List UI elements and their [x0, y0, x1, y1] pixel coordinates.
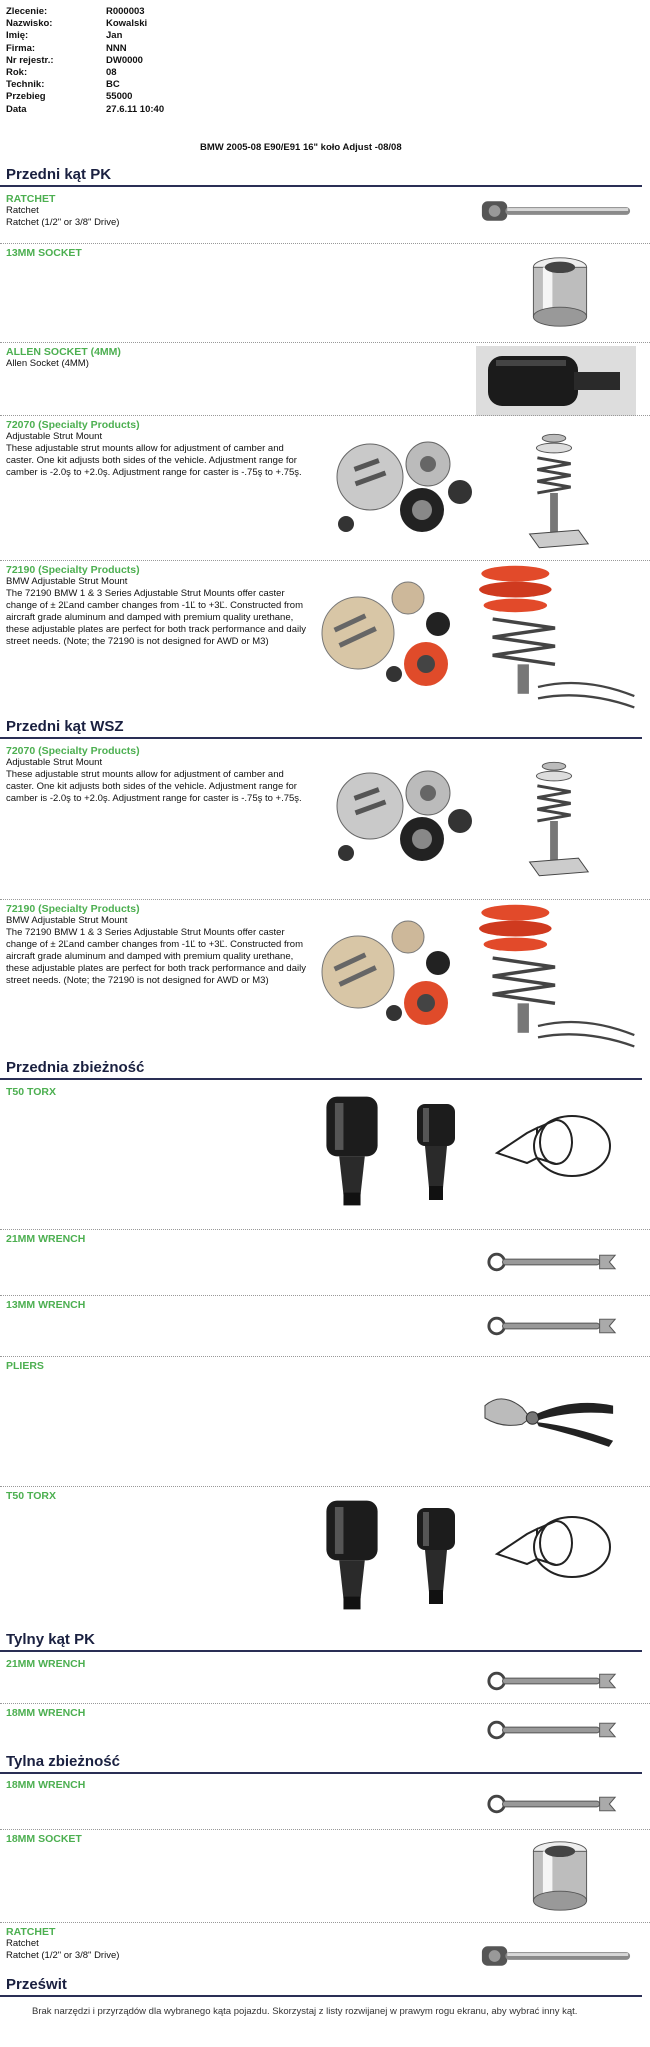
- section-rear-caster: [0, 1630, 650, 1652]
- tool-name: 13MM WRENCH: [6, 1299, 86, 1311]
- torx-bit-small-icon: [410, 1098, 462, 1208]
- section-divider: [0, 1078, 642, 1080]
- order-key: Zlecenie:: [6, 6, 48, 17]
- torx-bit-small-icon: [410, 1502, 462, 1612]
- order-row: [6, 30, 164, 42]
- order-value: NNN: [106, 42, 127, 54]
- tool-name: RATCHET: [6, 1926, 56, 1938]
- tool-name: T50 TORX: [6, 1490, 56, 1502]
- socket-icon: [522, 1834, 598, 1918]
- wrench-icon: [485, 1794, 621, 1814]
- tool-item-allen-socket: [0, 342, 650, 423]
- wrench-icon: [485, 1252, 621, 1272]
- tool-item-21mm-wrench: [0, 1655, 650, 1702]
- tool-item-t50-torx: [0, 1486, 650, 1627]
- section-front-caster: [0, 165, 650, 187]
- wrench-icon: [485, 1316, 621, 1336]
- tool-item-72190: [0, 899, 650, 1055]
- tool-desc: Allen Socket (4MM): [6, 358, 89, 369]
- section-title: Prześwit: [6, 1976, 67, 1993]
- tool-item-18mm-wrench: [0, 1703, 650, 1754]
- tool-desc: Adjustable Strut Mount: [6, 431, 103, 442]
- order-row: [6, 55, 164, 67]
- order-key: Technik:: [6, 79, 45, 91]
- order-value: 27.6.11 10:40: [106, 103, 165, 115]
- vehicle-title: BMW 2005-08 E90/E91 16" koło Adjust -08/08: [200, 142, 402, 153]
- tool-desc: Adjustable Strut Mount: [6, 757, 103, 768]
- strut-plates-red-icon: [316, 908, 466, 1036]
- section-front-sai: [0, 717, 650, 739]
- order-value: Jan: [106, 30, 123, 42]
- order-row: [6, 18, 164, 30]
- tool-item-13mm-wrench: [0, 1295, 650, 1356]
- tool-name: RATCHET: [6, 193, 56, 205]
- wrench-icon: [485, 1671, 621, 1691]
- section-ride-height: [0, 1975, 650, 1997]
- ratchet-icon: [478, 1941, 634, 1971]
- strut-assembly-red-icon: [470, 900, 640, 1050]
- tool-desc: Ratchet (1/2" or 3/8" Drive): [6, 217, 120, 228]
- order-key: Imię:: [6, 30, 29, 42]
- tool-desc: The 72190 BMW 1 & 3 Series Adjustable Strut Mounts offer caster change of ± 2Ľand camber changes from -1Ľ to +3Ľ. Constructed from aircraft grade aluminum and damped with premium quality urethane, these adjustable plates are perfect for both track performance and daily street needs. (Note; the 72190 is not designed for AWD or M3): [6, 588, 306, 647]
- tool-item-72070: [0, 742, 650, 898]
- section-title: Tylny kąt PK: [6, 1631, 95, 1648]
- section-title: Przednia zbieżność: [6, 1059, 145, 1076]
- strut-assembly-icon: [510, 752, 598, 888]
- tool-name: 72190 (Specialty Products): [6, 564, 140, 576]
- no-tools-message: Brak narzędzi i przyrządów dla wybranego kąta pojazdu. Skorzystaj z listy rozwijanej w prawym rogu ekranu, aby wybrać inny kąt.: [32, 2006, 578, 2017]
- order-value: R000003: [106, 6, 145, 17]
- tool-desc: Ratchet (1/2" or 3/8" Drive): [6, 1950, 120, 1961]
- order-row: [6, 67, 164, 79]
- tool-name: 13MM SOCKET: [6, 247, 82, 259]
- tool-desc: These adjustable strut mounts allow for adjustment of camber and caster. One kit adjusts both sides of the vehicle. Adjustment range for camber is -2.0ş to +2.0ş. Adjustment range for caster is -.75ş to +.75ş.: [6, 769, 302, 804]
- tool-item-72190: [0, 560, 650, 716]
- tool-desc: BMW Adjustable Strut Mount: [6, 915, 128, 926]
- section-divider: [0, 185, 642, 187]
- tool-name: 72070 (Specialty Products): [6, 419, 140, 431]
- allen-socket-icon: [476, 345, 636, 417]
- order-row: [6, 6, 164, 18]
- tool-item-21mm-wrench: [0, 1229, 650, 1295]
- tool-name: T50 TORX: [6, 1086, 56, 1098]
- section-divider: [0, 1772, 642, 1774]
- order-key: Data: [6, 103, 27, 115]
- order-row: [6, 91, 164, 103]
- order-details: [6, 6, 164, 116]
- section-title: Przedni kąt WSZ: [6, 718, 124, 735]
- pliers-icon: [480, 1387, 616, 1449]
- order-value: DW0000: [106, 54, 143, 66]
- tool-item-18mm-wrench: [0, 1776, 650, 1828]
- tool-desc: These adjustable strut mounts allow for adjustment of camber and caster. One kit adjusts both sides of the vehicle. Adjustment range for camber is -2.0ş to +2.0ş. Adjustment range for caster is -.75ş to +.75ş.: [6, 443, 302, 478]
- tool-item-ratchet: [0, 1922, 650, 1975]
- section-divider: [0, 1650, 642, 1652]
- section-title: Tylna zbieżność: [6, 1753, 120, 1770]
- order-value: Kowalski: [106, 18, 148, 30]
- tool-desc: Ratchet: [6, 1938, 39, 1949]
- tool-name: 72190 (Specialty Products): [6, 903, 140, 915]
- order-key: Nazwisko:: [6, 18, 53, 30]
- tool-desc: BMW Adjustable Strut Mount: [6, 576, 128, 587]
- order-key: Rok:: [6, 66, 28, 78]
- tool-name: 18MM WRENCH: [6, 1779, 86, 1791]
- order-key: Nr rejestr.:: [6, 54, 54, 66]
- tool-name: 21MM WRENCH: [6, 1658, 86, 1670]
- order-key: Firma:: [6, 42, 36, 54]
- tool-item-t50-torx: [0, 1083, 650, 1228]
- strut-assembly-icon: [510, 426, 598, 558]
- ratchet-icon: [478, 196, 634, 226]
- torx-bit-sketch-icon: [488, 1098, 616, 1198]
- section-rear-toe: [0, 1752, 650, 1774]
- order-value: 08: [106, 66, 117, 78]
- strut-plates-red-icon: [316, 569, 466, 697]
- tool-item-13mm-socket: [0, 243, 650, 342]
- tool-name: 18MM WRENCH: [6, 1707, 86, 1719]
- tool-name: 18MM SOCKET: [6, 1833, 82, 1845]
- strut-plates-icon: [330, 431, 480, 543]
- wrench-icon: [485, 1720, 621, 1740]
- section-divider: [0, 1995, 642, 1997]
- order-value: BC: [106, 79, 120, 91]
- tool-item-18mm-socket: [0, 1829, 650, 1922]
- tool-name: 21MM WRENCH: [6, 1233, 86, 1245]
- tool-name: PLIERS: [6, 1360, 44, 1372]
- strut-plates-icon: [330, 760, 480, 872]
- order-value: 55000: [106, 91, 133, 103]
- tool-desc: Ratchet: [6, 205, 39, 216]
- tool-desc: The 72190 BMW 1 & 3 Series Adjustable Strut Mounts offer caster change of ± 2Ľand camber changes from -1Ľ to +3Ľ. Constructed from aircraft grade aluminum and damped with premium quality urethane, these adjustable plates are perfect for both track performance and daily street needs. (Note; the 72190 is not designed for AWD or M3): [6, 927, 306, 986]
- tool-item-ratchet: [0, 190, 650, 242]
- tool-item-pliers: [0, 1356, 650, 1487]
- order-row: [6, 43, 164, 55]
- torx-bit-large-icon: [320, 1087, 384, 1215]
- socket-icon: [522, 252, 598, 332]
- order-key: Przebieg: [6, 91, 46, 103]
- torx-bit-large-icon: [320, 1491, 384, 1619]
- torx-bit-sketch-icon: [488, 1499, 616, 1599]
- tool-name: ALLEN SOCKET (4MM): [6, 346, 121, 358]
- strut-assembly-red-icon: [470, 561, 640, 711]
- tool-name: 72070 (Specialty Products): [6, 745, 140, 757]
- section-title: Przedni kąt PK: [6, 166, 112, 183]
- section-front-toe: [0, 1058, 650, 1080]
- order-row: [6, 104, 164, 116]
- order-row: [6, 79, 164, 91]
- tool-item-72070: [0, 415, 650, 561]
- section-divider: [0, 737, 642, 739]
